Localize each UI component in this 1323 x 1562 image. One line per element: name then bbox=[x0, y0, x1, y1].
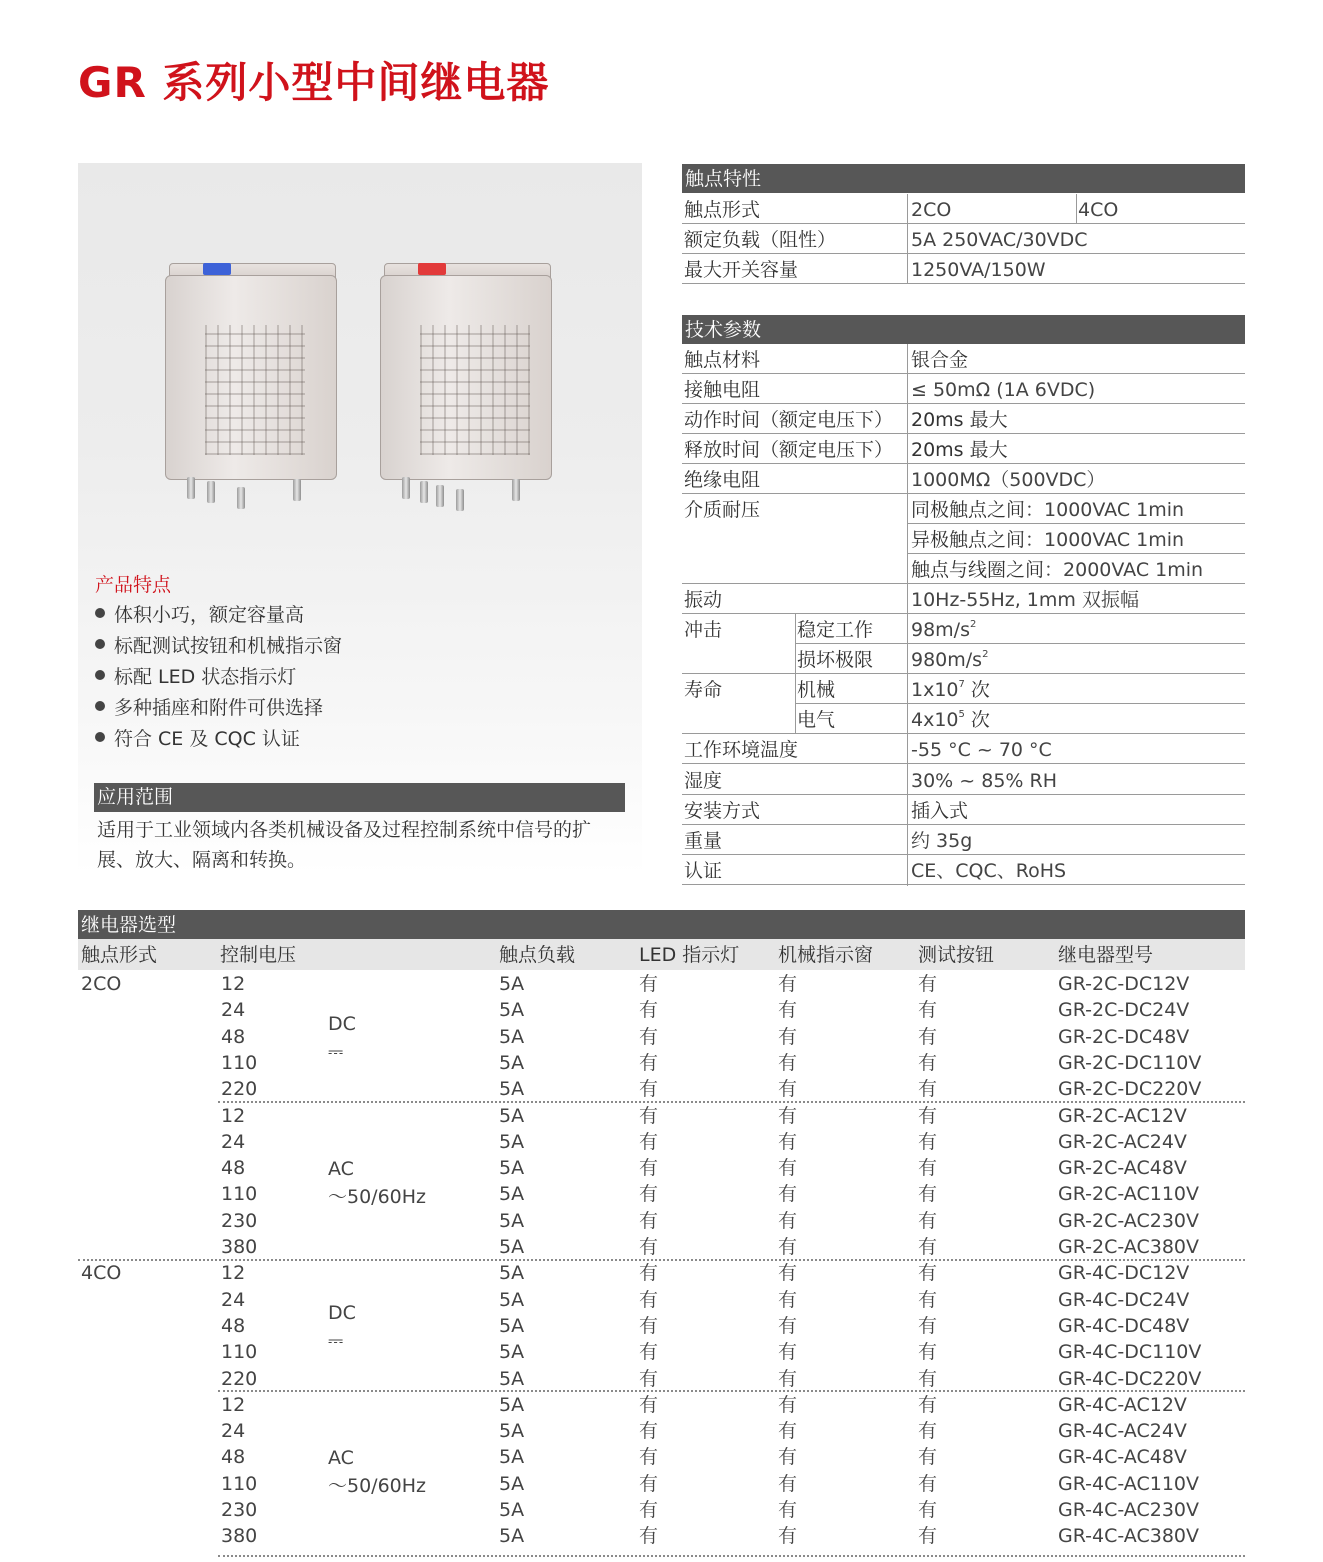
dc-symbol-icon: ⎓ bbox=[328, 1330, 344, 1352]
dc-symbol-icon: ⎓ bbox=[328, 1041, 344, 1063]
cell-test: 有 bbox=[918, 1157, 938, 1179]
material-row bbox=[682, 344, 1245, 374]
cell-window: 有 bbox=[778, 1157, 798, 1179]
cell-voltage: 24 bbox=[221, 1289, 246, 1311]
relay-4co-image bbox=[380, 255, 555, 510]
dielectric-name: 触点与线圈之间 bbox=[911, 559, 1045, 581]
ac-symbol-icon: ～50/60Hz bbox=[328, 1475, 427, 1497]
operate-time-row bbox=[682, 404, 1245, 434]
cell-model: GR-2C-AC24V bbox=[1058, 1131, 1187, 1153]
cell-window: 有 bbox=[778, 1105, 798, 1127]
row-value: CE、CQC、RoHS bbox=[911, 860, 1067, 882]
cell-window: 有 bbox=[778, 1446, 798, 1468]
cell-led: 有 bbox=[639, 1105, 659, 1127]
cell-window: 有 bbox=[778, 973, 798, 995]
selection-column-headers bbox=[78, 939, 1245, 970]
row-label: 额定负载（阻性） bbox=[684, 229, 837, 251]
bullet-icon bbox=[95, 732, 105, 742]
row-value: 4CO bbox=[1078, 199, 1119, 221]
feature-item: 标配 LED 状态指示灯 bbox=[95, 662, 342, 693]
cell-led: 有 bbox=[639, 999, 659, 1021]
row-value: $4x10^5$ 次 bbox=[911, 709, 990, 731]
cell-test: 有 bbox=[918, 1420, 938, 1442]
cell-test: 有 bbox=[918, 1026, 938, 1048]
ac-symbol-icon: ～50/60Hz bbox=[328, 1186, 427, 1208]
feature-item: 符合 CE 及 CQC 认证 bbox=[95, 724, 342, 755]
cell-form: 2CO bbox=[81, 973, 122, 995]
cell-voltage: 48 bbox=[221, 1157, 246, 1179]
cell-load: 5A bbox=[499, 1183, 525, 1205]
cell-load: 5A bbox=[499, 1315, 525, 1337]
cell-test: 有 bbox=[918, 1394, 938, 1416]
dc-group-label bbox=[328, 1299, 356, 1355]
cell-voltage: 380 bbox=[221, 1525, 258, 1547]
shock-damage-row bbox=[682, 644, 1245, 674]
vibration-row bbox=[682, 584, 1245, 614]
cell-window: 有 bbox=[778, 1341, 798, 1363]
cell-model: GR-2C-DC12V bbox=[1058, 973, 1190, 995]
cell-window: 有 bbox=[778, 1078, 798, 1100]
cell-voltage: 230 bbox=[221, 1210, 258, 1232]
dielectric-value: ：1000VAC 1min bbox=[1025, 529, 1185, 551]
bullet-icon bbox=[95, 608, 105, 618]
row-label: 绝缘电阻 bbox=[684, 469, 761, 491]
cell-test: 有 bbox=[918, 1315, 938, 1337]
cell-led: 有 bbox=[639, 1262, 659, 1284]
row-label: 安装方式 bbox=[684, 800, 761, 822]
cell-model: GR-2C-DC220V bbox=[1058, 1078, 1202, 1100]
row-value: $1x10^7$ 次 bbox=[911, 679, 990, 701]
cell-voltage: 230 bbox=[221, 1499, 258, 1521]
cell-test: 有 bbox=[918, 1446, 938, 1468]
cell-test: 有 bbox=[918, 1210, 938, 1232]
cell-load: 5A bbox=[499, 1368, 525, 1390]
weight-row bbox=[682, 825, 1245, 855]
cell-window: 有 bbox=[778, 1236, 798, 1258]
rated-load-row bbox=[682, 224, 1245, 254]
cell-window: 有 bbox=[778, 1499, 798, 1521]
row-value: ≤ 50mΩ (1A 6VDC) bbox=[911, 379, 1096, 401]
row-sublabel: 机械 bbox=[797, 679, 836, 701]
cell-load: 5A bbox=[499, 1394, 525, 1416]
cell-led: 有 bbox=[639, 1052, 659, 1074]
cell-window: 有 bbox=[778, 1262, 798, 1284]
certification-row bbox=[682, 855, 1245, 885]
cell-test: 有 bbox=[918, 1525, 938, 1547]
dielectric-value: ：1000VAC 1min bbox=[1025, 499, 1185, 521]
row-label: 重量 bbox=[684, 830, 723, 852]
feature-item: 体积小巧，额定容量高 bbox=[95, 600, 342, 631]
features-title: 产品特点 bbox=[95, 574, 172, 596]
page-title: GR 系列小型中间继电器 bbox=[78, 58, 550, 107]
cell-led: 有 bbox=[639, 1368, 659, 1390]
relay-2co-image bbox=[165, 255, 340, 510]
cell-test: 有 bbox=[918, 1262, 938, 1284]
cell-model: GR-4C-AC380V bbox=[1058, 1525, 1199, 1547]
product-panel bbox=[78, 163, 642, 875]
cell-voltage: 220 bbox=[221, 1078, 258, 1100]
row-label: 认证 bbox=[684, 860, 723, 882]
row-label: 工作环境温度 bbox=[684, 739, 799, 761]
row-value: 2CO bbox=[911, 199, 952, 221]
cell-test: 有 bbox=[918, 1236, 938, 1258]
cell-window: 有 bbox=[778, 1289, 798, 1311]
col-header-form: 触点形式 bbox=[81, 944, 158, 966]
cell-model: GR-4C-AC110V bbox=[1058, 1473, 1199, 1495]
cell-voltage: 24 bbox=[221, 1131, 246, 1153]
cell-load: 5A bbox=[499, 1289, 525, 1311]
bullet-icon bbox=[95, 701, 105, 711]
cell-led: 有 bbox=[639, 1525, 659, 1547]
cell-test: 有 bbox=[918, 1473, 938, 1495]
cell-model: GR-4C-AC48V bbox=[1058, 1446, 1187, 1468]
cell-load: 5A bbox=[499, 1499, 525, 1521]
row-value: $98m/s^2$ bbox=[911, 619, 977, 641]
col-header-model: 继电器型号 bbox=[1058, 944, 1154, 966]
max-capacity-row bbox=[682, 254, 1245, 284]
cell-led: 有 bbox=[639, 1078, 659, 1100]
humidity-row bbox=[682, 765, 1245, 795]
temperature-row bbox=[682, 734, 1245, 764]
cell-window: 有 bbox=[778, 1052, 798, 1074]
col-header-load: 触点负载 bbox=[499, 944, 576, 966]
row-value: 5A 250VAC/30VDC bbox=[911, 229, 1088, 251]
cell-load: 5A bbox=[499, 1052, 525, 1074]
cell-model: GR-4C-AC230V bbox=[1058, 1499, 1199, 1521]
row-value: 1250VA/150W bbox=[911, 259, 1046, 281]
cell-led: 有 bbox=[639, 973, 659, 995]
test-button-red bbox=[418, 263, 446, 275]
dc-group-label bbox=[328, 1010, 356, 1066]
dc-label: DC bbox=[328, 1013, 356, 1035]
cell-voltage: 24 bbox=[221, 999, 246, 1021]
col-header-voltage: 控制电压 bbox=[220, 944, 297, 966]
cell-load: 5A bbox=[499, 1262, 525, 1284]
cell-voltage: 12 bbox=[221, 1262, 246, 1284]
cell-test: 有 bbox=[918, 1341, 938, 1363]
release-time-row bbox=[682, 434, 1245, 464]
ac-group-label bbox=[328, 1444, 426, 1500]
cell-load: 5A bbox=[499, 1105, 525, 1127]
cell-voltage: 12 bbox=[221, 1105, 246, 1127]
cell-load: 5A bbox=[499, 1236, 525, 1258]
mounting-row bbox=[682, 795, 1245, 825]
cell-led: 有 bbox=[639, 1446, 659, 1468]
cell-test: 有 bbox=[918, 999, 938, 1021]
ac-group-label bbox=[328, 1155, 426, 1211]
cell-model: GR-2C-AC230V bbox=[1058, 1210, 1199, 1232]
row-label: 释放时间（额定电压下） bbox=[684, 439, 894, 461]
cell-voltage: 48 bbox=[221, 1026, 246, 1048]
life-elec-row bbox=[682, 704, 1245, 734]
cell-model: GR-4C-DC220V bbox=[1058, 1368, 1202, 1390]
dielectric-name: 异极触点之间 bbox=[911, 529, 1026, 551]
contact-section-title: 触点特性 bbox=[682, 164, 1245, 193]
cell-led: 有 bbox=[639, 1315, 659, 1337]
row-value: 30% ~ 85% RH bbox=[911, 770, 1057, 792]
cell-window: 有 bbox=[778, 1473, 798, 1495]
row-label: 振动 bbox=[684, 589, 723, 611]
cell-window: 有 bbox=[778, 999, 798, 1021]
cell-led: 有 bbox=[639, 1026, 659, 1048]
cell-test: 有 bbox=[918, 1289, 938, 1311]
cell-window: 有 bbox=[778, 1183, 798, 1205]
cell-model: GR-2C-DC24V bbox=[1058, 999, 1190, 1021]
cell-led: 有 bbox=[639, 1236, 659, 1258]
selection-title: 继电器选型 bbox=[78, 910, 1245, 939]
dc-label: DC bbox=[328, 1302, 356, 1324]
contact-form-row bbox=[682, 194, 1245, 224]
cell-led: 有 bbox=[639, 1157, 659, 1179]
row-label: 接触电阻 bbox=[684, 379, 761, 401]
resistance-row bbox=[682, 374, 1245, 404]
row-value: 1000MΩ（500VDC） bbox=[911, 469, 1106, 491]
cell-voltage: 220 bbox=[221, 1368, 258, 1390]
cell-test: 有 bbox=[918, 1131, 938, 1153]
cell-model: GR-4C-DC24V bbox=[1058, 1289, 1190, 1311]
dielectric-sub-2 bbox=[907, 524, 1245, 554]
test-button-blue bbox=[203, 263, 231, 275]
row-label: 冲击 bbox=[684, 619, 723, 641]
row-value: 银合金 bbox=[911, 349, 969, 371]
cell-model: GR-4C-DC12V bbox=[1058, 1262, 1190, 1284]
cell-model: GR-2C-AC12V bbox=[1058, 1105, 1187, 1127]
cell-model: GR-2C-DC48V bbox=[1058, 1026, 1190, 1048]
cell-model: GR-2C-DC110V bbox=[1058, 1052, 1202, 1074]
cell-load: 5A bbox=[499, 1525, 525, 1547]
cell-voltage: 12 bbox=[221, 973, 246, 995]
cell-window: 有 bbox=[778, 1420, 798, 1442]
cell-voltage: 110 bbox=[221, 1341, 258, 1363]
dielectric-name: 同极触点之间 bbox=[911, 499, 1026, 521]
cell-model: GR-4C-DC48V bbox=[1058, 1315, 1190, 1337]
row-label: 动作时间（额定电压下） bbox=[684, 409, 894, 431]
cell-led: 有 bbox=[639, 1473, 659, 1495]
application-text bbox=[97, 815, 627, 875]
row-label: 介质耐压 bbox=[684, 499, 761, 521]
cell-model: GR-2C-AC110V bbox=[1058, 1183, 1199, 1205]
dielectric-sub-3 bbox=[682, 554, 1245, 584]
cell-model: GR-2C-AC48V bbox=[1058, 1157, 1187, 1179]
col-header-window: 机械指示窗 bbox=[778, 944, 874, 966]
row-label: 湿度 bbox=[684, 770, 723, 792]
cell-test: 有 bbox=[918, 1052, 938, 1074]
cell-window: 有 bbox=[778, 1026, 798, 1048]
cell-window: 有 bbox=[778, 1394, 798, 1416]
cell-load: 5A bbox=[499, 1446, 525, 1468]
row-value: -55 °C ~ 70 °C bbox=[911, 739, 1052, 761]
cell-voltage: 380 bbox=[221, 1236, 258, 1258]
cell-test: 有 bbox=[918, 973, 938, 995]
feature-item: 多种插座和附件可供选择 bbox=[95, 693, 342, 724]
row-value: 20ms 最大 bbox=[911, 439, 1008, 461]
col-header-led: LED 指示灯 bbox=[639, 944, 740, 966]
row-label: 触点形式 bbox=[684, 199, 761, 221]
cell-load: 5A bbox=[499, 1157, 525, 1179]
cell-model: GR-4C-AC12V bbox=[1058, 1394, 1187, 1416]
cell-led: 有 bbox=[639, 1183, 659, 1205]
cell-form: 4CO bbox=[81, 1262, 122, 1284]
application-line-2: 展、放大、隔离和转换。 bbox=[97, 849, 307, 871]
row-value: $980m/s^2$ bbox=[911, 649, 989, 671]
row-label: 寿命 bbox=[684, 679, 723, 701]
row-sublabel: 电气 bbox=[797, 709, 836, 731]
cell-voltage: 48 bbox=[221, 1446, 246, 1468]
cell-led: 有 bbox=[639, 1341, 659, 1363]
cell-model: GR-2C-AC380V bbox=[1058, 1236, 1199, 1258]
cell-load: 5A bbox=[499, 1078, 525, 1100]
shock-stable-row bbox=[795, 614, 1245, 644]
tech-section-title: 技术参数 bbox=[682, 315, 1245, 344]
cell-led: 有 bbox=[639, 1289, 659, 1311]
row-value: 10Hz-55Hz, 1mm 双振幅 bbox=[911, 589, 1139, 611]
row-label: 最大开关容量 bbox=[684, 259, 799, 281]
cell-voltage: 110 bbox=[221, 1183, 258, 1205]
cell-load: 5A bbox=[499, 999, 525, 1021]
cell-test: 有 bbox=[918, 1499, 938, 1521]
row-sublabel: 稳定工作 bbox=[797, 619, 874, 641]
cell-voltage: 110 bbox=[221, 1473, 258, 1495]
ac-label: AC bbox=[328, 1447, 354, 1469]
cell-led: 有 bbox=[639, 1499, 659, 1521]
cell-load: 5A bbox=[499, 1210, 525, 1232]
cell-voltage: 24 bbox=[221, 1420, 246, 1442]
row-label: 触点材料 bbox=[684, 349, 761, 371]
ac-label: AC bbox=[328, 1158, 354, 1180]
cell-led: 有 bbox=[639, 1131, 659, 1153]
cell-load: 5A bbox=[499, 1473, 525, 1495]
cell-load: 5A bbox=[499, 1341, 525, 1363]
row-value: 20ms 最大 bbox=[911, 409, 1008, 431]
cell-test: 有 bbox=[918, 1368, 938, 1390]
cell-model: GR-4C-DC110V bbox=[1058, 1341, 1202, 1363]
cell-load: 5A bbox=[499, 1026, 525, 1048]
cell-led: 有 bbox=[639, 1420, 659, 1442]
bullet-icon bbox=[95, 639, 105, 649]
cell-voltage: 48 bbox=[221, 1315, 246, 1337]
cell-window: 有 bbox=[778, 1368, 798, 1390]
application-title: 应用范围 bbox=[94, 783, 625, 812]
cell-load: 5A bbox=[499, 1420, 525, 1442]
cell-test: 有 bbox=[918, 1105, 938, 1127]
col-header-test: 测试按钮 bbox=[918, 944, 995, 966]
row-value: 约 35g bbox=[911, 830, 973, 852]
dielectric-sub-1 bbox=[907, 494, 1245, 524]
insulation-row bbox=[682, 464, 1245, 494]
cell-window: 有 bbox=[778, 1131, 798, 1153]
life-mech-row bbox=[795, 674, 1245, 704]
cell-window: 有 bbox=[778, 1210, 798, 1232]
cell-led: 有 bbox=[639, 1210, 659, 1232]
cell-voltage: 110 bbox=[221, 1052, 258, 1074]
cell-window: 有 bbox=[778, 1315, 798, 1337]
feature-item: 标配测试按钮和机械指示窗 bbox=[95, 631, 342, 662]
cell-load: 5A bbox=[499, 1131, 525, 1153]
row-sublabel: 损坏极限 bbox=[797, 649, 874, 671]
cell-test: 有 bbox=[918, 1183, 938, 1205]
cell-test: 有 bbox=[918, 1078, 938, 1100]
cell-window: 有 bbox=[778, 1525, 798, 1547]
row-value: 插入式 bbox=[911, 800, 969, 822]
bullet-icon bbox=[95, 670, 105, 680]
cell-led: 有 bbox=[639, 1394, 659, 1416]
features-list bbox=[95, 600, 342, 755]
cell-load: 5A bbox=[499, 973, 525, 995]
cell-model: GR-4C-AC24V bbox=[1058, 1420, 1187, 1442]
application-line-1: 适用于工业领域内各类机械设备及过程控制系统中信号的扩 bbox=[97, 819, 592, 841]
cell-voltage: 12 bbox=[221, 1394, 246, 1416]
dielectric-value: ：2000VAC 1min bbox=[1044, 559, 1204, 581]
